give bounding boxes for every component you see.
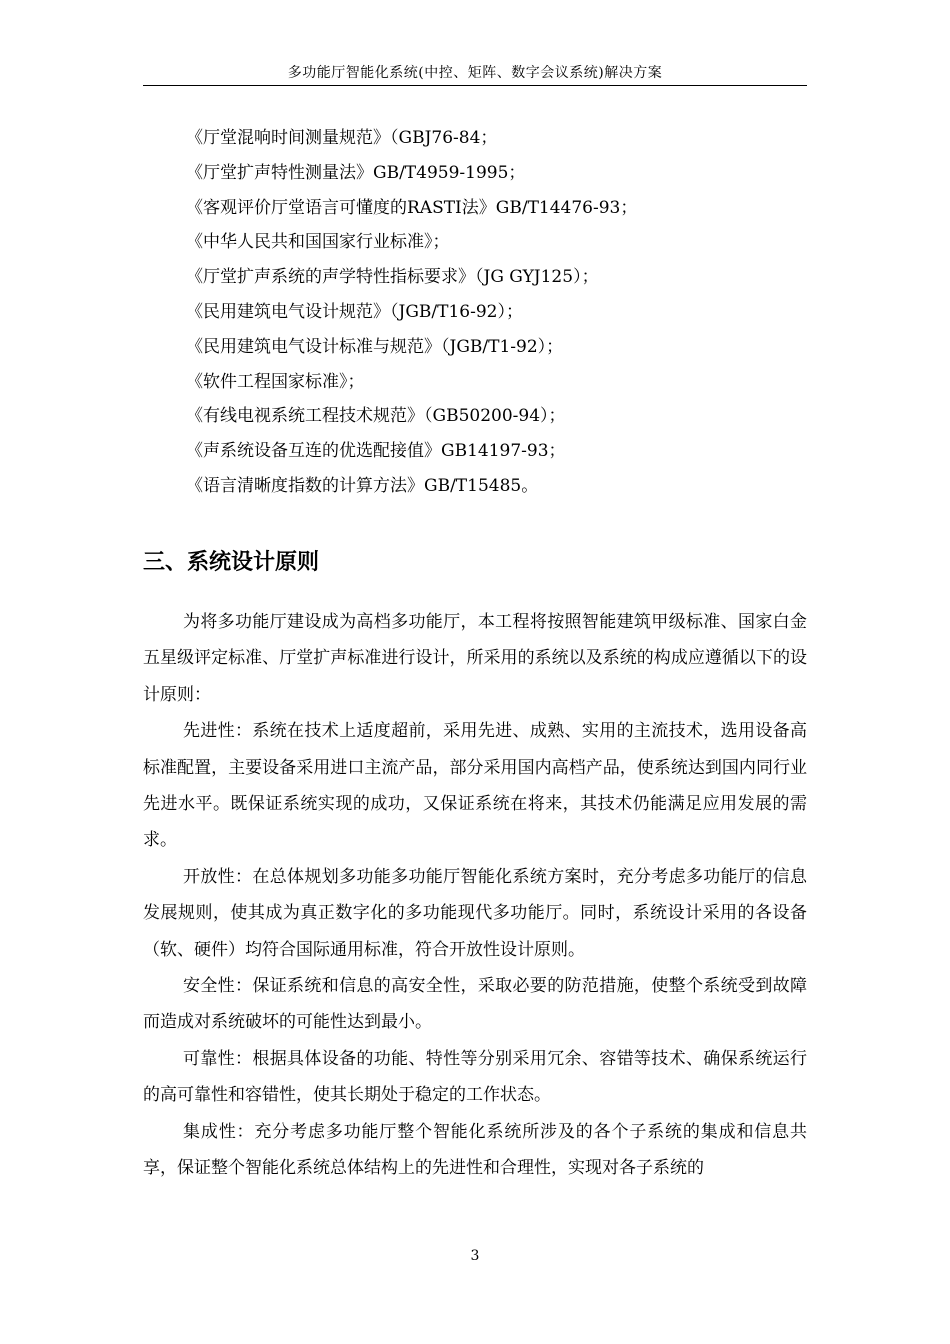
body-text bbox=[143, 604, 807, 1187]
section-heading: 三、系统设计原则 bbox=[143, 550, 320, 575]
principle-security-paragraph: 安全性：保证系统和信息的高安全性，采取必要的防范措施，使整个系统受到故障而造成对系统破坏的可能性达到最小。 bbox=[143, 976, 807, 1033]
principle-openness-paragraph: 开放性：在总体规划多功能多功能厅智能化系统方案时，充分考虑多功能厅的信息发展规则，使其成为真正数字化的多功能现代多功能厅。同时，系统设计采用的各设备（软、硬件）均符合国际通用标准，符合开放性设计原则。 bbox=[143, 866, 807, 960]
principle-advanced-paragraph: 先进性：系统在技术上适度超前，采用先进、成熟、实用的主流技术，选用设备高标准配置，主要设备采用进口主流产品，部分采用国内高档产品，使系统达到国内同行业先进水平。既保证系统实现的成功，又保证系统在将来，其技术仍能满足应用发展的需求。 bbox=[143, 721, 807, 851]
reference-item: 《民用建筑电气设计规范》（JGB/T16-92）； bbox=[186, 301, 523, 322]
principle-integration-paragraph: 集成性：充分考虑多功能厅整个智能化系统所涉及的各个子系统的集成和信息共享，保证整个智能化系统总体结构上的先进性和合理性，实现对各子系统的 bbox=[143, 1121, 807, 1179]
reference-item: 《厅堂扩声特性测量法》GB/T4959-1995； bbox=[186, 162, 526, 183]
reference-standards-list bbox=[186, 121, 806, 504]
reference-item: 《厅堂扩声系统的声学特性指标要求》（JG GYJ125）； bbox=[186, 267, 599, 288]
reference-item: 《中华人民共和国国家行业标准》； bbox=[186, 232, 450, 253]
reference-item: 《民用建筑电气设计标准与规范》（JGB/T1-92）； bbox=[186, 336, 564, 357]
reference-item: 《语言清晰度指数的计算方法》GB/T15485。 bbox=[186, 475, 539, 496]
page-number: 3 bbox=[470, 1248, 480, 1264]
header-divider bbox=[143, 85, 807, 86]
reference-item: 《软件工程国家标准》； bbox=[186, 371, 365, 392]
reference-item: 《有线电视系统工程技术规范》（GB50200-94）； bbox=[186, 406, 566, 427]
reference-item: 《声系统设备互连的优选配接值》GB14197-93； bbox=[186, 441, 566, 462]
page-header-title: 多功能厅智能化系统(中控、矩阵、数字会议系统)解决方案 bbox=[287, 65, 663, 81]
reference-item: 《客观评价厅堂语言可懂度的RASTI法》GB/T14476-93； bbox=[186, 197, 638, 218]
principle-reliability-paragraph: 可靠性：根据具体设备的功能、特性等分别采用冗余、容错等技术、确保系统运行的高可靠性和容错性，使其长期处于稳定的工作状态。 bbox=[143, 1048, 807, 1106]
reference-item: 《厅堂混响时间测量规范》（GBJ76-84； bbox=[186, 128, 498, 148]
intro-paragraph: 为将多功能厅建设成为高档多功能厅，本工程将按照智能建筑甲级标准、国家白金五星级评定标准、厅堂扩声标准进行设计，所采用的系统以及系统的构成应遵循以下的设计原则： bbox=[143, 612, 807, 705]
